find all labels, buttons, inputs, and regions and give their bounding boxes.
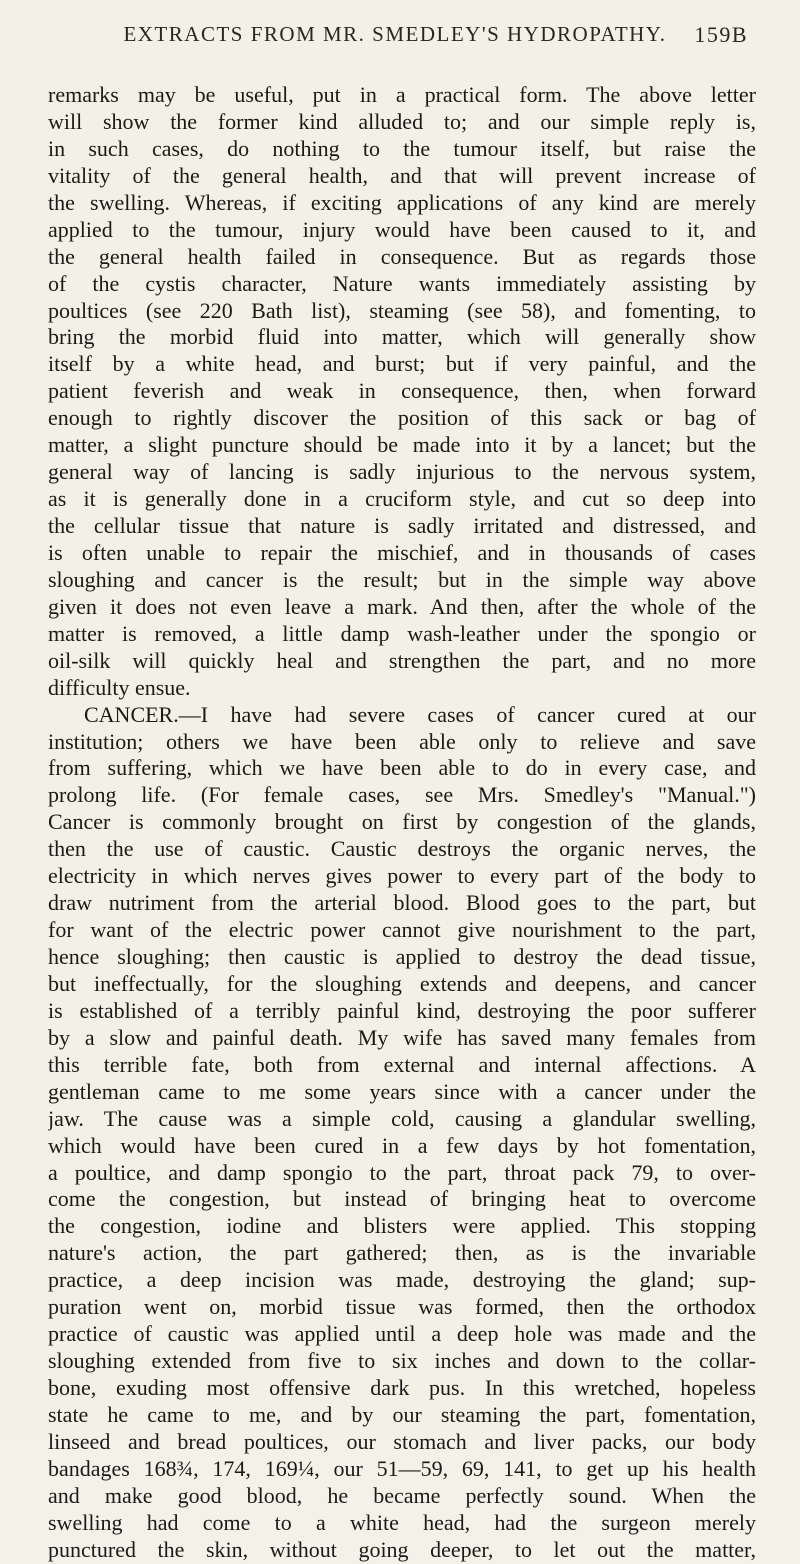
text-line: puration went on, morbid tissue was formed, then the orthodox: [48, 1294, 756, 1320]
text-line: the congestion, iodine and blisters were applied. This stopping: [48, 1213, 756, 1239]
text-line: will show the former kind alluded to; and our simple reply is,: [48, 108, 756, 134]
text-line: gentleman came to me some years since with a cancer under the: [48, 1078, 756, 1104]
text-line: enough to rightly discover the position of this sack or bag of: [48, 405, 756, 431]
text-line: this terrible fate, both from external and internal affections. A: [48, 1051, 756, 1077]
text-line: remarks may be useful, put in a practical form. The above letter: [48, 82, 756, 107]
text-line: nature's action, the part gathered; then, as is the invariable: [48, 1240, 756, 1266]
running-head-title: EXTRACTS FROM MR. SMEDLEY'S HYDROPATHY.: [123, 22, 667, 46]
text-line: state he came to me, and by our steaming the part, fomentation,: [48, 1401, 756, 1427]
text-line: hence sloughing; then caustic is applied to destroy the dead tissue,: [48, 944, 756, 969]
text-line: practice, a deep incision was made, destroying the gland; sup-: [48, 1267, 756, 1293]
text-line: matter, a slight puncture should be made into it by a lancet; but the: [48, 432, 756, 458]
text-line: CANCER.—I have had severe cases of cancer cured at our: [84, 701, 756, 727]
text-line: the general health failed in consequence. But as regards those: [48, 243, 756, 269]
text-line: given it does not even leave a mark. And then, after the whole of the: [48, 593, 756, 619]
text-line: patient feverish and weak in consequence, then, when forward: [48, 378, 756, 404]
text-line: Cancer is commonly brought on first by congestion of the glands,: [48, 809, 756, 835]
text-line: but ineffectually, for the sloughing extends and deepens, and cancer: [48, 970, 756, 996]
text-line: is established of a terribly painful kind, destroying the poor sufferer: [48, 997, 756, 1023]
text-line: linseed and bread poultices, our stomach and liver packs, our body: [48, 1428, 756, 1454]
text-line: from suffering, which we have been able to do in every case, and: [48, 755, 756, 781]
text-line: institution; others we have been able only to relieve and save: [48, 728, 756, 754]
text-line: vitality of the general health, and that will prevent increase of: [48, 162, 756, 188]
text-line: then the use of caustic. Caustic destroys the organic nerves, the: [48, 836, 756, 862]
text-line: general way of lancing is sadly injurious to the nervous system,: [48, 459, 756, 485]
text-line: oil-silk will quickly heal and strengthen the part, and no more: [48, 647, 756, 673]
text-line: poultices (see 220 Bath list), steaming (see 58), and fomenting, to: [48, 297, 756, 323]
running-head: [0, 22, 790, 47]
text-line: bring the morbid fluid into matter, which will generally show: [48, 324, 756, 350]
text-line: matter is removed, a little damp wash-leather under the spongio or: [48, 620, 756, 646]
body-text: [48, 82, 756, 1564]
text-line: is often unable to repair the mischief, and in thousands of cases: [48, 539, 756, 565]
text-line: sloughing extended from five to six inches and down to the collar-: [48, 1348, 756, 1374]
text-line: by a slow and painful death. My wife has saved many females from: [48, 1024, 756, 1050]
text-line: and make good blood, he became perfectly sound. When the: [48, 1482, 756, 1508]
text-line: a poultice, and damp spongio to the part, throat pack 79, to over-: [48, 1159, 756, 1185]
text-line: applied to the tumour, injury would have been caused to it, and: [48, 216, 756, 242]
text-line: as it is generally done in a cruciform style, and cut so deep into: [48, 486, 756, 512]
text-line: prolong life. (For female cases, see Mrs. Smedley's "Manual."): [48, 782, 756, 808]
text-line: in such cases, do nothing to the tumour itself, but raise the: [48, 135, 756, 161]
text-line: for want of the electric power cannot give nourishment to the part,: [48, 917, 756, 943]
text-line: draw nutriment from the arterial blood. Blood goes to the part, but: [48, 890, 756, 916]
text-line: swelling had come to a white head, had the surgeon merely: [48, 1509, 756, 1535]
text-line: the cellular tissue that nature is sadly irritated and distressed, and: [48, 513, 756, 538]
text-line: bandages 168¾, 174, 169¼, our 51—59, 69, 141, to get up his health: [48, 1455, 756, 1481]
text-line: punctured the skin, without going deeper, to let out the matter,: [48, 1536, 756, 1562]
text-line: come the congestion, but instead of bringing heat to overcome: [48, 1186, 756, 1212]
text-line: jaw. The cause was a simple cold, causing a glandular swelling,: [48, 1105, 756, 1131]
text-line: difficulty ensue.: [48, 674, 191, 700]
text-line: sloughing and cancer is the result; but in the simple way above: [48, 566, 756, 592]
text-line: bone, exuding most offensive dark pus. In this wretched, hopeless: [48, 1375, 756, 1400]
text-line: of the cystis character, Nature wants immediately assisting by: [48, 270, 756, 296]
text-line: the swelling. Whereas, if exciting applications of any kind are merely: [48, 189, 756, 215]
page-number: 159B: [694, 22, 748, 47]
text-line: which would have been cured in a few days by hot fomentation,: [48, 1132, 756, 1158]
text-line: practice of caustic was applied until a deep hole was made and the: [48, 1321, 756, 1347]
text-line: itself by a white head, and burst; but if very painful, and the: [48, 351, 756, 377]
text-line: electricity in which nerves gives power to every part of the body to: [48, 863, 756, 889]
